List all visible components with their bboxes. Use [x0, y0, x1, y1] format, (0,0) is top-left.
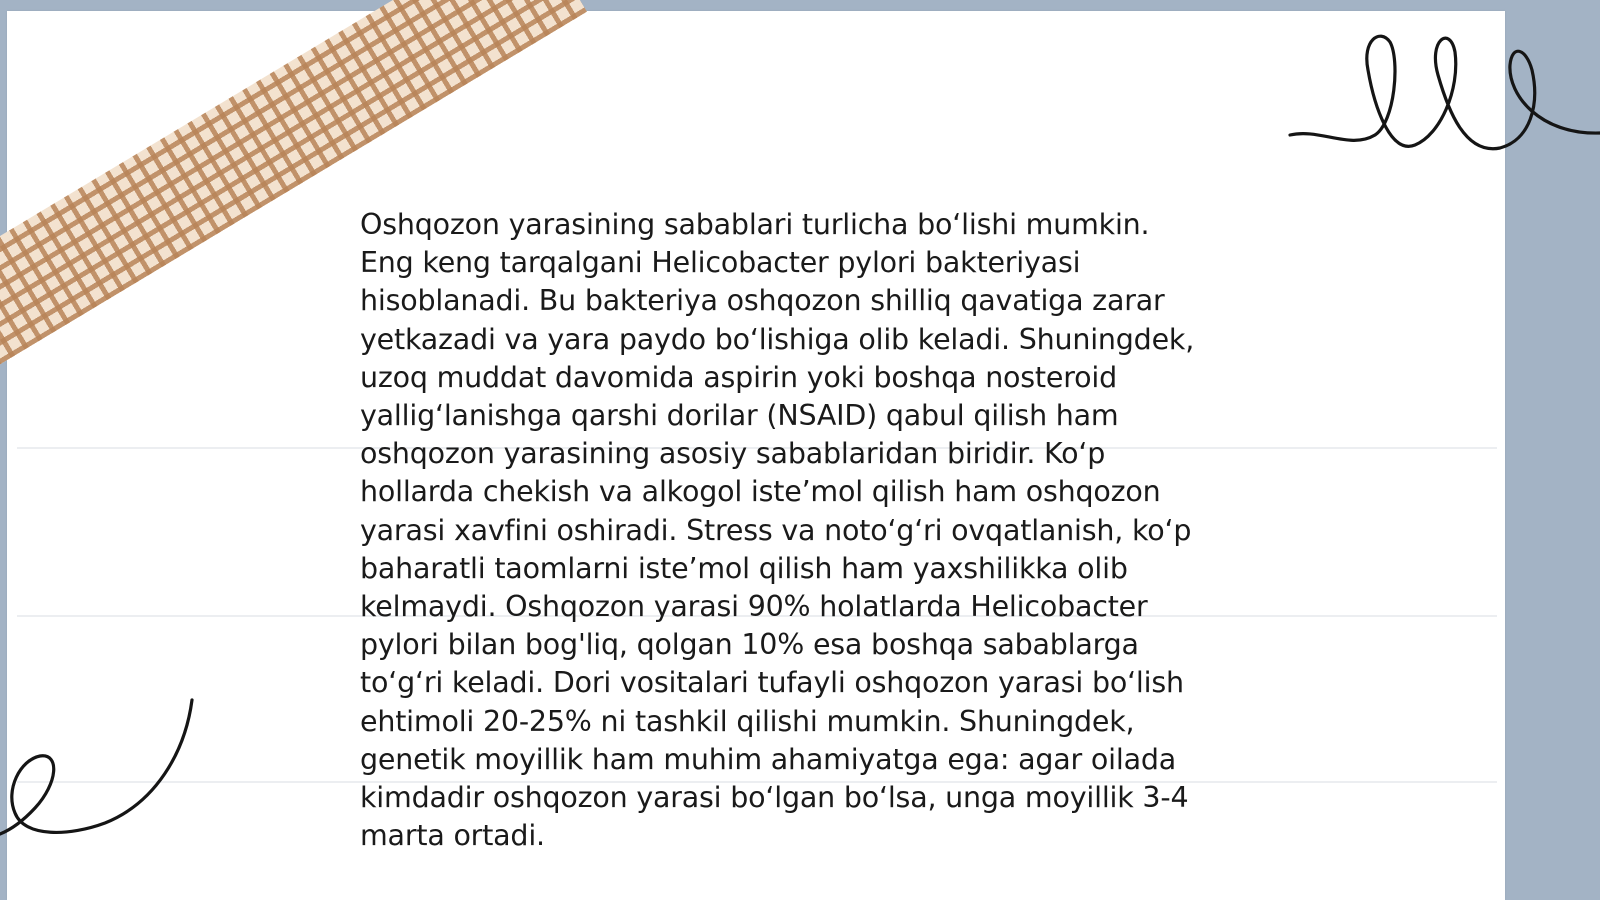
body-paragraph: Oshqozon yarasining sabablari turlicha bo‘lishi mumkin. Eng keng tarqalgani Helicobacter pylori bakteriyasi hisoblanadi. Bu bakteriya oshqozon shilliq qavatiga zarar yetkazadi va yara paydo bo‘lishiga olib keladi. Shuningdek, uzoq muddat davomida aspirin yoki boshqa nosteroid yallig‘lanishga qarshi dorilar (NSAID) qabul qilish ham oshqozon yarasining asosiy sabablaridan biridir. Ko‘p hollarda chekish va alkogol iste’mol qilish ham oshqozon yarasi xavfini oshiradi. Stress va noto‘g‘ri ovqatlanish, ko‘p baharatli taomlarni iste’mol qilish ham yaxshilikka olib kelmaydi. Oshqozon yarasi 90% holatlarda Helicobacter pylori bilan bog'liq, qolgan 10% esa boshqa sabablarga to‘g‘ri keladi. Dori vositalari tufayli oshqozon yarasi bo‘lish ehtimoli 20-25% ni tashkil qilishi mumkin. Shuningdek, genetik moyillik ham muhim ahamiyatga ega: agar oilada kimdadir oshqozon yarasi bo‘lgan bo‘lsa, unga moyillik 3-4 marta ortadi.: [360, 208, 1195, 853]
loop-squiggle-icon: [1290, 30, 1600, 170]
checkmark-squiggle-icon: [0, 698, 200, 848]
